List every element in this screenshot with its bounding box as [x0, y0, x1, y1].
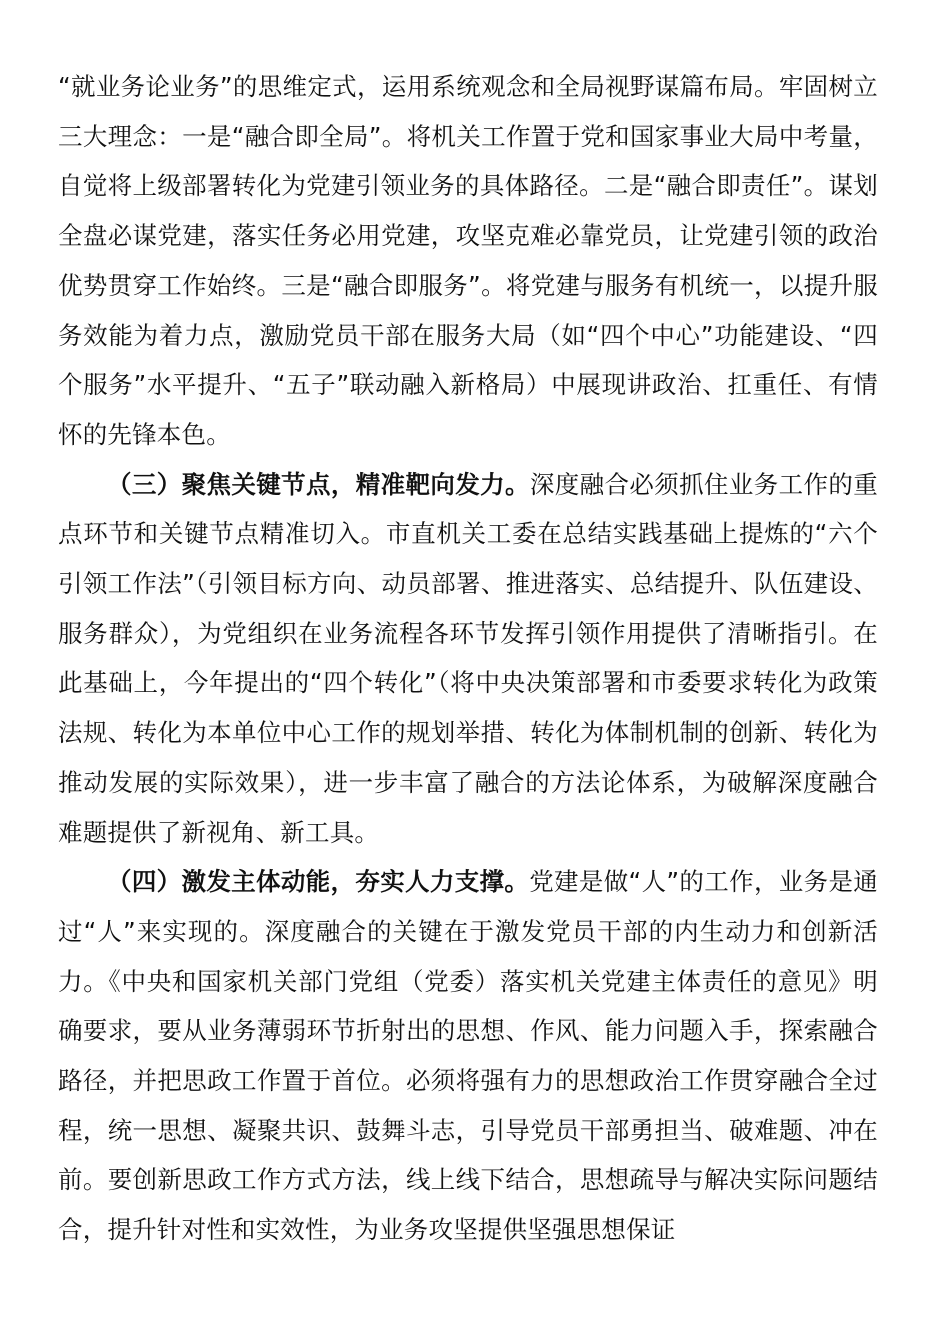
paragraph-body: 深度融合必须抓住业务工作的重点环节和关键节点精准切入。市直机关工委在总结实践基础上提炼的“六个引领工作法”（引领目标方向、动员部署、推进落实、总结提升、队伍建设、服务群众），为党组织在业务流程各环节发挥引领作用提供了清晰指引。在此基础上，今年提出的“四个转化”（将中央决策部署和市委要求转化为政策法规、转化为本单位中心工作的规划举措、转化为体制机制的创新、转化为推动发展的实际效果），进一步丰富了融合的方法论体系，为破解深度融合难题提供了新视角、新工具。	[58, 469, 878, 847]
paragraph-section-four	[58, 857, 878, 1255]
section-heading-three: （三）聚焦关键节点，精准靶向发力。	[107, 469, 530, 499]
document-page	[58, 62, 878, 1255]
paragraph-body: “就业务论业务”的思维定式，运用系统观念和全局视野谋篇布局。牢固树立三大理念：一是“融合即全局”。将机关工作置于党和国家事业大局中考量，自觉将上级部署转化为党建引领业务的具体路径。二是“融合即责任”。谋划全盘必谋党建，落实任务必用党建，攻坚克难必靠党员，让党建引领的政治优势贯穿工作始终。三是“融合即服务”。将党建与服务有机统一，以提升服务效能为着力点，激励党员干部在服务大局（如“四个中心”功能建设、“四个服务”水平提升、“五子”联动融入新格局）中展现讲政治、扛重任、有情怀的先锋本色。	[58, 72, 878, 449]
paragraph-section-three	[58, 460, 878, 858]
section-heading-four: （四）激发主体动能，夯实人力支撑。	[107, 867, 530, 897]
paragraph-continuation	[58, 62, 878, 460]
paragraph-body: 党建是做“人”的工作，业务是通过“人”来实现的。深度融合的关键在于激发党员干部的内生动力和创新活力。《中央和国家机关部门党组（党委）落实机关党建主体责任的意见》明确要求，要从业务薄弱环节折射出的思想、作风、能力问题入手，探索融合路径，并把思政工作置于首位。必须将强有力的思想政治工作贯穿融合全过程，统一思想、凝聚共识、鼓舞斗志，引导党员干部勇担当、破难题、冲在前。要创新思政工作方式方法，线上线下结合，思想疏导与解决实际问题结合，提升针对性和实效性，为业务攻坚提供坚强思想保证	[58, 867, 878, 1245]
